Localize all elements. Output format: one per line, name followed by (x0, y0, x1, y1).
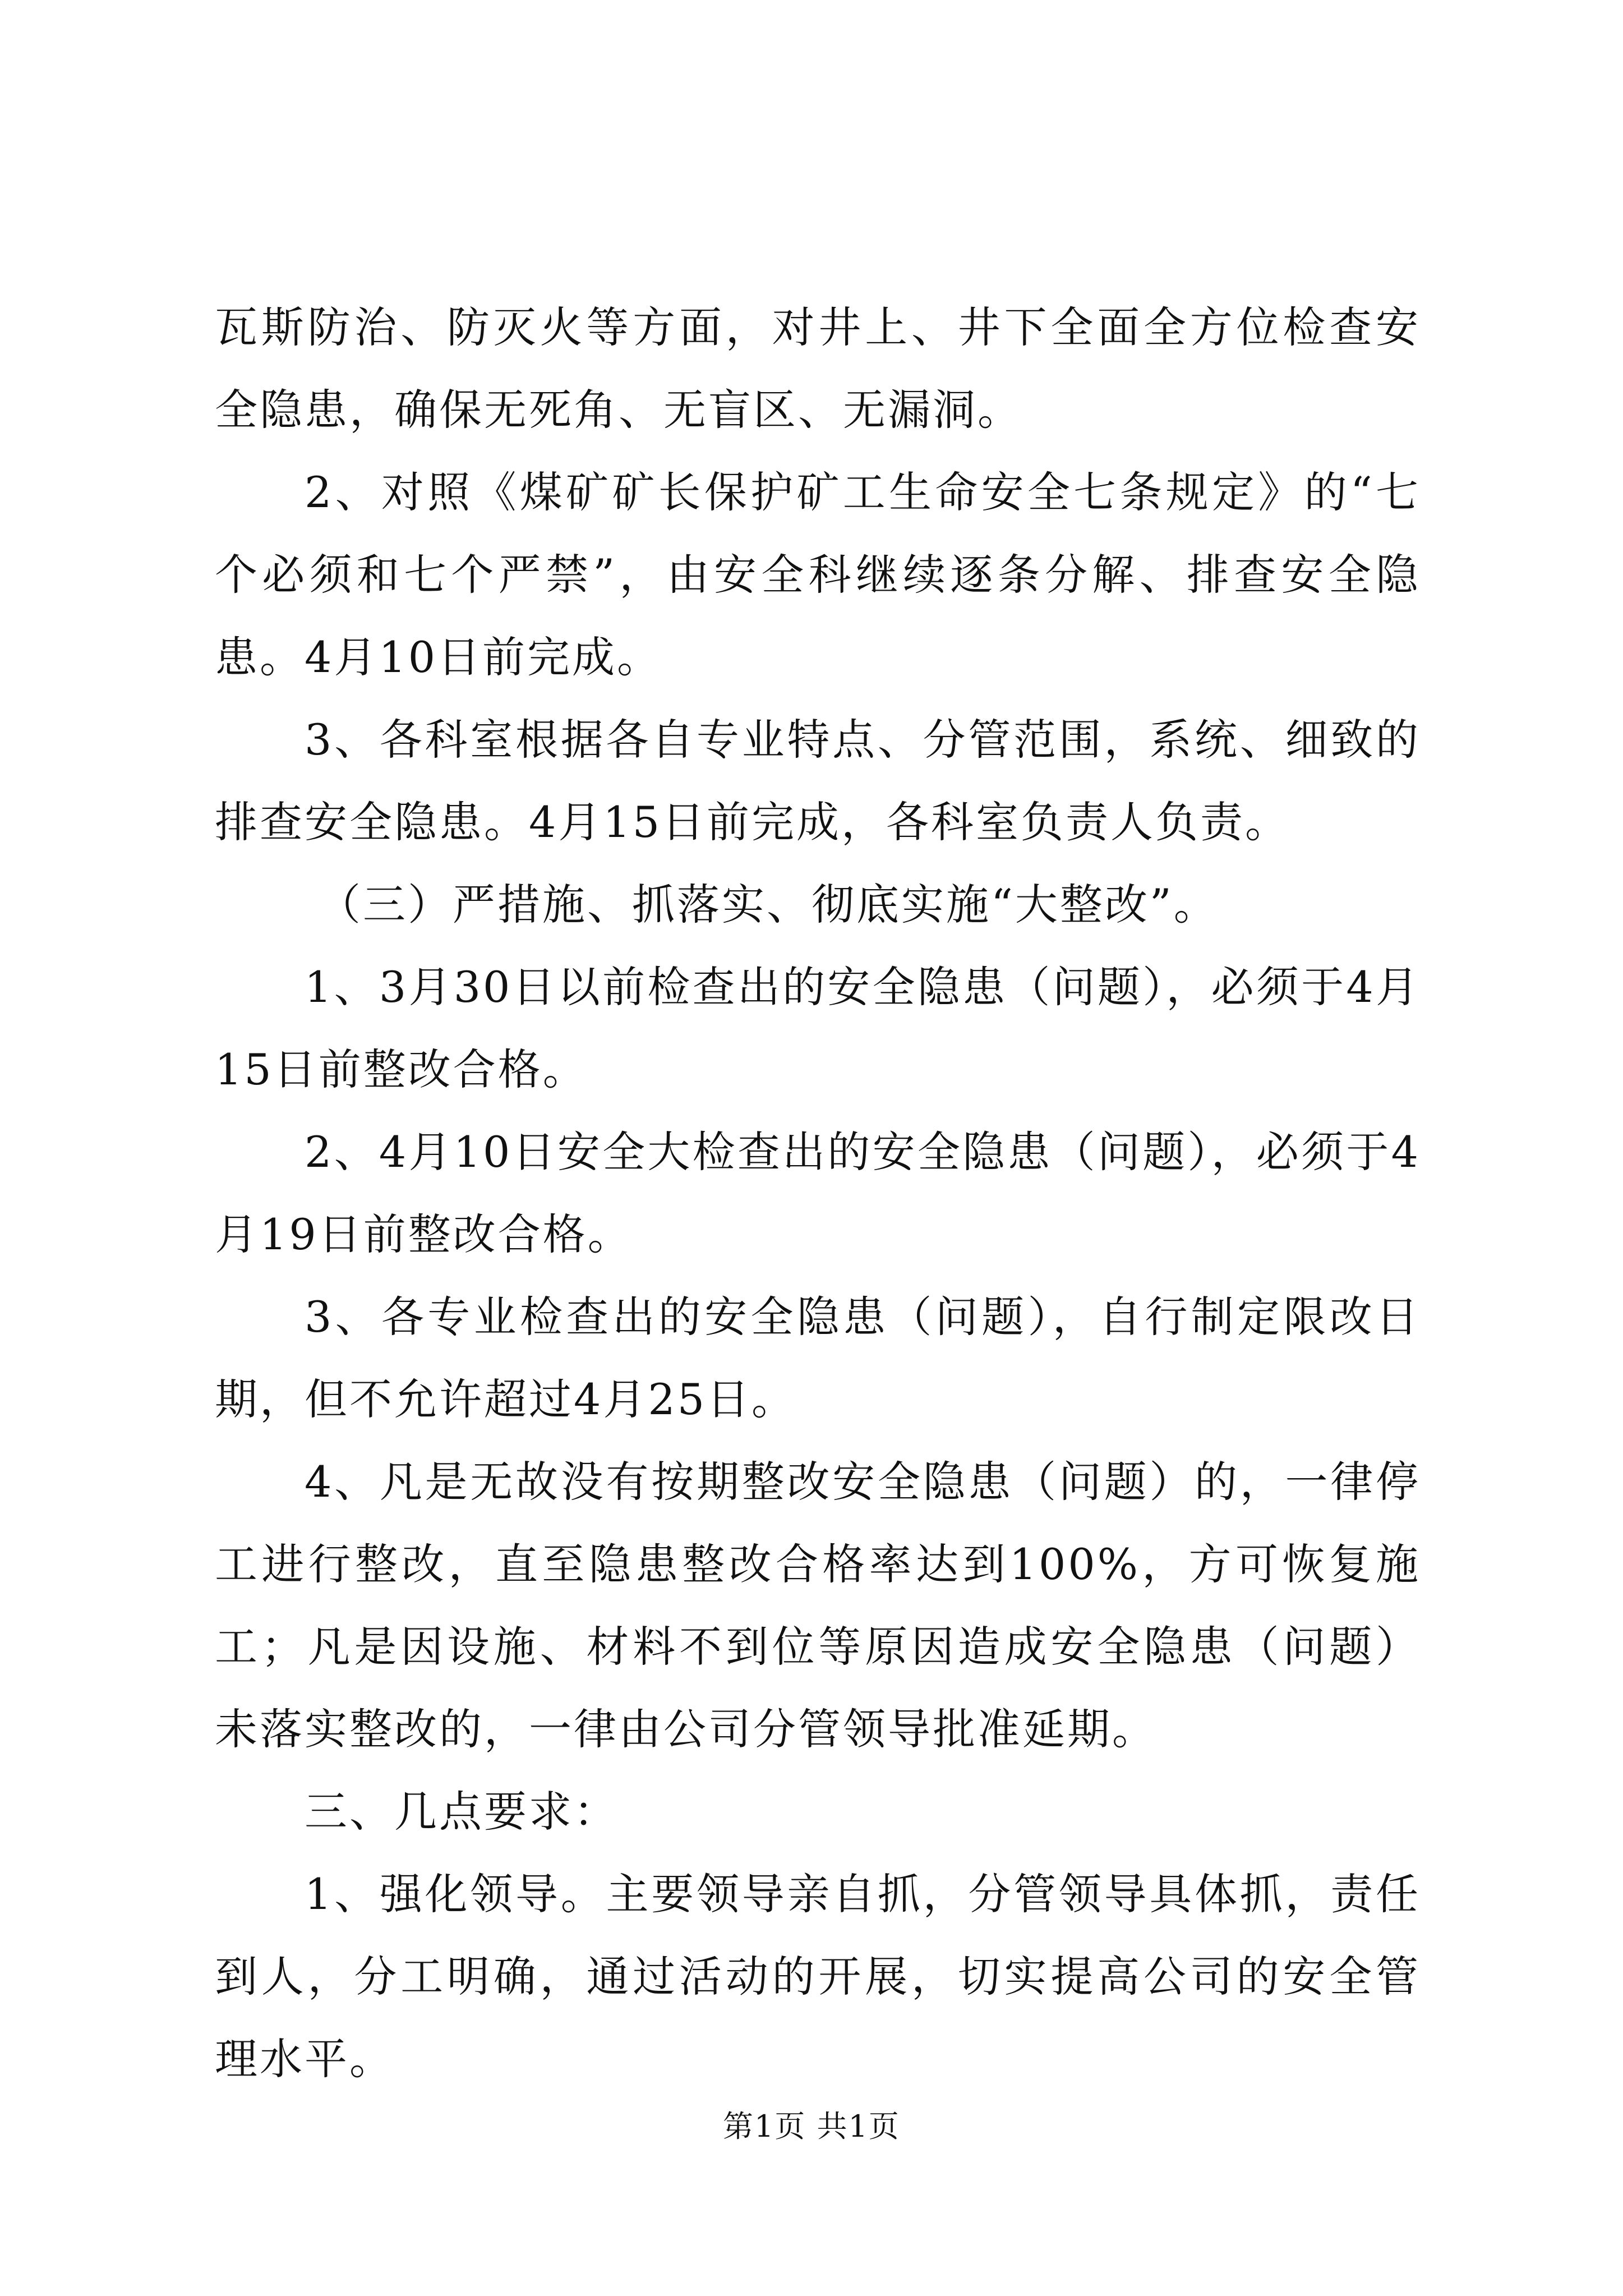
page-footer: 第1页 共1页 (723, 2109, 900, 2144)
paragraph-item-2: 2、对照《煤矿矿长保护矿工生命安全七条规定》的“七个必须和七个严禁”，由安全科继续逐条分解、排查安全隐患。4月10日前完成。 (215, 467, 1421, 682)
section-heading-requirements: 三、几点要求： (305, 1787, 619, 1837)
paragraph-continuation: 瓦斯防治、防灭火等方面，对井上、井下全面全方位检查安全隐患，确保无死角、无盲区、无漏洞。 (215, 302, 1421, 435)
paragraph-rectify-3: 3、各专业检查出的安全隐患（问题），自行制定限改日期，但不允许超过4月25日。 (215, 1292, 1421, 1424)
paragraph-rectify-4: 4、凡是无故没有按期整改安全隐患（问题）的，一律停工进行整改，直至隐患整改合格率达到100%，方可恢复施工；凡是因设施、材料不到位等原因造成安全隐患（问题）未落实整改的，一律由公司分管领导批准延期。 (215, 1457, 1421, 1754)
section-heading-3: （三）严措施、抓落实、彻底实施“大整改”。 (318, 880, 1219, 930)
paragraph-rectify-2: 2、4月10日安全大检查出的安全隐患（问题），必须于4月19日前整改合格。 (215, 1127, 1421, 1259)
document-body (215, 286, 1421, 2100)
paragraph-requirement-1: 1、强化领导。主要领导亲自抓，分管领导具体抓，责任到人，分工明确，通过活动的开展，切实提高公司的安全管理水平。 (215, 1869, 1421, 2084)
paragraph-rectify-1: 1、3月30日以前检查出的安全隐患（问题），必须于4月15日前整改合格。 (215, 962, 1421, 1094)
paragraph-item-3: 3、各科室根据各自专业特点、分管范围，系统、细致的排查安全隐患。4月15日前完成，各科室负责人负责。 (215, 715, 1421, 847)
